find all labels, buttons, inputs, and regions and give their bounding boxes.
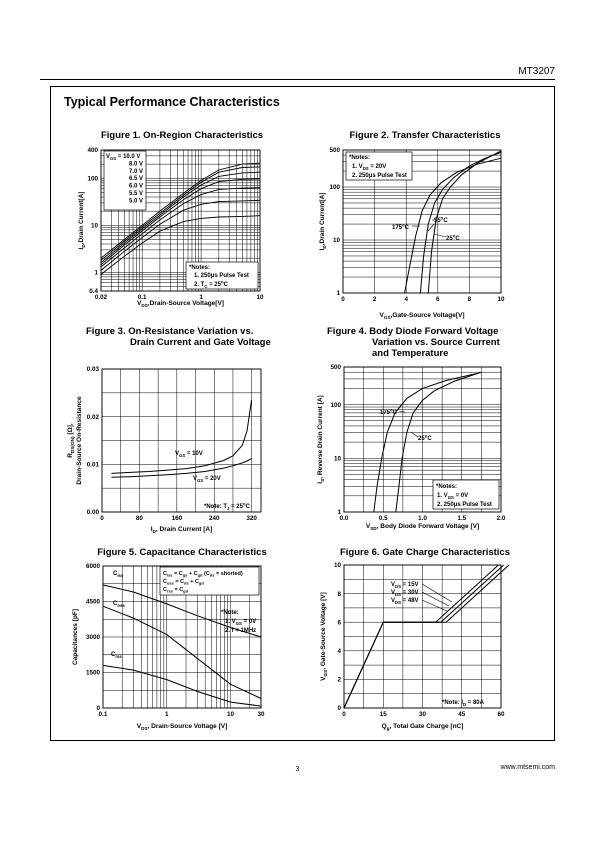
fig5-legend-crss-part: = C [172, 587, 184, 593]
fig4-note-1-part: 1. V [437, 493, 448, 499]
fig5-note-1-part: GS [235, 620, 242, 626]
fig5-xtick-label: 10 [227, 711, 235, 718]
section-title: Typical Performance Characteristics [64, 95, 280, 109]
fig2-label-minus55c-part: -55 [432, 218, 441, 224]
fig1-xtick-label: 0.1 [137, 294, 147, 301]
fig4-x-axis-label-part: , Body Diode Forward Voltage [V] [376, 523, 480, 530]
fig4-y-axis-label-part: S [319, 478, 325, 482]
fig3-note-part: *Note: T [204, 504, 227, 510]
fig4-x-axis-label-part: V [365, 523, 371, 530]
fig3-note-part: J [227, 505, 230, 511]
fig3-y-axis-label-line-2: Drain-Source On-Resistance [76, 396, 83, 485]
fig1-xtick-label: 1 [199, 294, 203, 301]
fig3-ytick-label: 0.02 [86, 413, 99, 421]
fig4-note-1-part: = 0V [453, 493, 469, 499]
fig2-label-175c-part: o [402, 222, 405, 228]
fig3-y-axis-label-line-1-part: [ [67, 432, 74, 437]
fig5-notes-heading: *Note: [221, 610, 239, 616]
fig6-x-axis-label-part: , Total Gate Charge [nC] [389, 723, 464, 730]
fig2-label-minus55c-part: C [443, 218, 448, 224]
fig1-ytick-label: 1 [94, 269, 98, 277]
fig2-label-175c-part: 175 [392, 225, 403, 231]
fig2-ytick-label: 100 [329, 184, 340, 192]
fig2-x-axis-label-part: V [379, 312, 384, 319]
fig2-xtick-label: 4 [404, 296, 408, 303]
fig3-y-axis-label-line-1-part: ], [67, 423, 74, 428]
fig4-label-25c-part: 25 [418, 436, 425, 442]
fig2-y-axis-label-part: ,Drain Current[A] [319, 192, 326, 246]
fig2-label-25c-part: 25 [446, 236, 453, 242]
fig5-y-axis-label: Capacitances [pF] [72, 609, 79, 665]
fig2-xtick-label: 8 [467, 296, 472, 303]
fig1-note-1-part: μ [210, 273, 215, 279]
fig3-x-axis-label-part: D [152, 528, 156, 534]
fig3-xtick-label: 0 [100, 515, 104, 522]
figure-3-title-line-2: Drain Current and Gate Voltage [130, 337, 271, 348]
fig1-y-axis-label-part: ,Drain Current[A] [78, 191, 85, 245]
fig5-legend-crss-part: gd [183, 588, 189, 594]
fig5-label-crss-part: C [111, 652, 116, 658]
fig6-note-part: *Note: I [442, 700, 463, 706]
fig6-y-axis-label [320, 592, 328, 681]
fig6-xtick-label: 0 [342, 711, 346, 718]
fig6-label-pointer [422, 584, 452, 602]
fig4-label-175c-part: C [392, 410, 397, 416]
fig1-x-axis-label-part: V [137, 300, 142, 307]
fig1-legend-entry: 5.5 V [128, 191, 143, 197]
fig5-xtick-label: 0.1 [98, 711, 108, 718]
fig5-legend-ciss-part: gd [197, 572, 203, 578]
fig5-legend-ciss-part: gs [182, 572, 188, 578]
fig1-legend-entry: 8.0 V [128, 161, 143, 168]
fig6-xtick-label: 45 [458, 711, 466, 718]
figure-5-title-line: Figure 5. Capacitance Characteristics [97, 547, 267, 558]
fig4-notes-heading: *Notes: [436, 484, 458, 490]
figure-6-title-line: Figure 6. Gate Charge Characteristics [339, 547, 510, 558]
fig4-note-2-part: 2. 250 [437, 502, 454, 508]
fig6-y-axis-label-part: GS [322, 669, 328, 677]
fig3-ytick-label: 0.01 [86, 461, 99, 469]
fig3-label-vgs-10v-part: GS [179, 452, 186, 458]
fig5-label-crss-part: rss [115, 653, 122, 659]
fig6-label-vds-48v-part: = 48V [401, 598, 419, 604]
fig6-ytick-label: 6 [337, 619, 341, 627]
fig6-label-vds-15v [391, 582, 419, 589]
fig2-label-25c-part: o [452, 233, 456, 239]
figure-4-title-line-1: Figure 4. Body Diode Forward Voltage [327, 326, 499, 337]
fig4-ytick-label: 500 [330, 364, 341, 372]
fig4-label-25c-part: C [427, 436, 432, 442]
fig5-legend-ciss-part: ds [209, 572, 215, 578]
fig2-note-2-part: 2. 250 [352, 173, 369, 179]
fig5-ytick-label: 3000 [85, 634, 100, 642]
fig1-note-2-part: C [204, 283, 208, 289]
fig6-label-vds-48v [391, 598, 419, 605]
fig1-ytick-label: 100 [87, 175, 98, 183]
fig2-y-axis-label-part: D [321, 245, 327, 249]
fig6-x-axis-label [382, 723, 464, 731]
fig6-xtick-label: 30 [418, 711, 427, 718]
fig1-legend-entry: 6.0 V [128, 183, 143, 190]
fig5-legend-coss-part: C [163, 579, 167, 585]
fig5-x-axis-label-part: , Drain-Source Voltage [V] [147, 723, 228, 730]
fig5-legend-ciss-part: + C [187, 571, 198, 577]
fig6-label-vds-30v-part: V [391, 590, 396, 596]
fig2-note-1-part: = 20V [368, 164, 387, 170]
fig1-note-2-part: C [223, 282, 228, 288]
fig4-label-175c-part: 175 [380, 410, 391, 416]
fig5-note-1-part: = 0V [241, 619, 257, 625]
fig1-y-axis-label-part: D [80, 244, 86, 248]
fig6-label-vds-15v-part: = 15V [401, 582, 419, 588]
fig2-xtick-label: 10 [497, 296, 505, 303]
fig1-note-1-part: s Pulse Test [214, 273, 249, 279]
fig1-y-axis-label-part: I [78, 247, 85, 250]
fig5-legend-coss-part: ds [184, 580, 189, 586]
fig6-x-axis-label-part: g [386, 725, 390, 731]
fig6-ytick-label: 0 [337, 705, 341, 713]
fig1-legend-first-entry-part: GS [110, 155, 117, 161]
fig3-label-vgs-10v-part: = 10V [185, 451, 203, 457]
fig5-note-2: 2. f = 1MHz [225, 628, 257, 634]
fig3-x-axis-label-part: , Drain Current [A] [155, 526, 213, 533]
fig6-y-axis-label-part: V [320, 676, 327, 681]
fig2-x-axis-label-part: ,Gate-Source Voltage[V] [390, 312, 465, 319]
fig6-x-axis-label-part: Q [381, 723, 387, 730]
fig5-ytick-label: 0 [96, 705, 100, 713]
fig3-ytick-label: 0.00 [86, 509, 99, 517]
fig1-xtick-label: 0.02 [94, 294, 108, 301]
fig2-label-25c-part: C [455, 236, 460, 242]
fig3-note-part: C [245, 504, 250, 510]
figure-3-title-line-1: Figure 3. On-Resistance Variation vs. [86, 326, 254, 337]
fig3-label-vgs-20v-part: V [193, 476, 198, 482]
fig6-note-part: D [463, 701, 467, 707]
fig4-ytick-label: 10 [333, 455, 341, 463]
fig3-xtick-label: 240 [208, 515, 220, 522]
fig6-label-pointer [422, 592, 449, 606]
fig5-ytick-label: 1500 [85, 669, 100, 677]
fig5-legend-coss-part: gd [198, 580, 204, 586]
fig1-ytick-label: 0.4 [89, 288, 98, 296]
fig1-notes-heading: *Notes: [189, 265, 211, 271]
fig6-label-vds-48v-part: V [391, 598, 396, 604]
fig5-x-axis-label-part: V [136, 723, 142, 730]
fig4-x-axis-label-part: SD [370, 525, 377, 531]
figure-2-title-line: Figure 2. Transfer Characteristics [349, 130, 501, 141]
fig2-xtick-label: 2 [372, 296, 377, 303]
fig4-ytick-label: 1 [337, 509, 341, 517]
fig5-legend-coss-part: = C [173, 579, 185, 585]
fig2-note-1-part: 1. V [352, 164, 363, 170]
fig5-legend-ciss-part: = shorted) [214, 571, 243, 577]
fig5-x-axis-label-part: DS [141, 725, 148, 731]
fig5-label-ciss-part: iss [117, 572, 124, 578]
fig3-xtick-label: 80 [135, 515, 143, 522]
fig6-xtick-label: 60 [497, 711, 505, 718]
fig5-legend-coss-part: + C [188, 579, 199, 585]
fig4-xtick-label: 2.0 [496, 515, 506, 522]
fig2-xtick-label: 6 [436, 296, 440, 303]
fig3-x-axis-label-part: I [150, 526, 153, 533]
fig5-legend-crss-part: C [163, 587, 167, 593]
fig2-note-2-part: s Pulse Test [372, 173, 407, 179]
fig2-ytick-label: 1 [336, 290, 340, 298]
fig3-y-axis-label-line-1-part: Ω [67, 427, 74, 433]
fig2-notes-heading: *Notes: [349, 155, 371, 161]
footer-website: www.mtsemi.com [500, 764, 555, 771]
fig3-note-part: = 25 [229, 504, 243, 510]
fig2-note-2-part: μ [368, 173, 373, 179]
fig5-xtick-label: 1 [165, 711, 169, 718]
fig4-label-25c-part: o [424, 433, 428, 439]
fig5-legend-ciss-part: = C [172, 571, 183, 577]
fig6-note [442, 700, 485, 707]
fig3-xtick-label: 160 [171, 515, 183, 522]
fig5-legend-coss-part: oss [166, 580, 174, 586]
fig5-xtick-label: 30 [257, 711, 265, 718]
fig3-label-vgs-10v-part: V [175, 451, 180, 457]
fig3-ytick-label: 0.03 [86, 366, 99, 374]
fig5-label-coss-part: C [113, 601, 118, 607]
fig6-note-part: = 80A [466, 700, 484, 706]
page-number: 3 [295, 766, 300, 773]
fig3-y-axis-label-line-1-part: DS(ON) [69, 436, 75, 454]
fig3-note-part: o [242, 501, 246, 507]
fig3-y-axis-label-line-1-part: R [67, 453, 74, 458]
fig2-label-175c-part: C [404, 225, 409, 231]
fig4-note-2-part: μ [453, 502, 458, 508]
fig6-label-vds-30v [391, 590, 419, 597]
fig2-y-axis-label-part: I [319, 248, 326, 251]
fig6-ytick-label: 2 [337, 676, 341, 684]
fig6-xtick-label: 15 [379, 711, 387, 718]
fig2-x-axis-label-part: GS [383, 314, 391, 320]
fig1-legend-entry: 5.0 V [128, 198, 143, 205]
fig5-legend-ciss-part: (C [202, 571, 210, 577]
fig6-label-vds-30v-part: DS [395, 591, 402, 597]
fig6-label-vds-15v-part: DS [395, 583, 402, 589]
fig4-y-axis-label-part: I [317, 481, 324, 484]
fig4-xtick-label: 1.5 [457, 515, 467, 522]
fig1-legend-first-entry-part: V [106, 154, 111, 160]
fig5-ytick-label: 4500 [85, 598, 100, 606]
fig2-ytick-label: 500 [329, 147, 340, 155]
fig6-ytick-label: 8 [337, 590, 341, 598]
fig6-label-vds-48v-part: DS [395, 599, 402, 605]
fig6-grid [344, 565, 501, 708]
fig1-legend-entry: 6.5 V [128, 176, 143, 183]
fig1-note-2-part: o [220, 279, 224, 285]
fig4-xtick-label: 0.5 [378, 515, 388, 522]
fig4-note-1-part: GS [447, 494, 454, 500]
fig5-label-coss-part: oss [117, 602, 125, 608]
document-code: MT3207 [518, 66, 555, 77]
fig3-xtick-label: 320 [246, 515, 257, 522]
fig6-label-vds-15v-part: V [391, 582, 396, 588]
fig6-y-axis-label-part: , Gate-Source Voltage [V] [320, 592, 327, 670]
fig6-ytick-label: 4 [337, 648, 341, 655]
figure-4-title-line-3: and Temperature [372, 348, 449, 359]
fig5-label-ciss-part: C [113, 571, 118, 577]
fig2-ytick-label: 10 [332, 237, 340, 245]
fig5-legend-ciss-part: C [163, 571, 167, 577]
fig1-note-2-part: = 25 [207, 282, 221, 288]
fig2-label-minus55c-part: o [440, 215, 444, 221]
fig6-ytick-label: 10 [333, 562, 341, 570]
figure-1-title-line: Figure 1. On-Region Characteristics [100, 130, 264, 141]
fig4-y-axis-label-part: , Reverse Drain Current [A] [317, 395, 324, 479]
fig1-xtick-label: 10 [256, 294, 264, 301]
fig3-label-vgs-20v-part: GS [197, 477, 204, 483]
fig4-ytick-label: 100 [330, 401, 341, 409]
fig1-x-axis-label-part: ,Drain-Source Voltage[V] [147, 300, 224, 307]
fig1-x-axis-label-part: DS [141, 302, 148, 308]
fig1-note-1-part: 1. 250 [194, 273, 211, 279]
fig6-label-pointer [422, 600, 447, 611]
fig1-ytick-label: 10 [90, 222, 98, 230]
fig2-note-1-part: DS [362, 165, 369, 171]
fig1-note-2-part: 2. T [194, 282, 205, 288]
fig1-legend-first-entry-part: = 10.0 V [116, 154, 141, 160]
fig4-label-175c-part: o [390, 407, 393, 413]
fig1-legend-entry: 7.0 V [128, 168, 143, 175]
fig4-xtick-label: 1.0 [418, 515, 427, 522]
fig4-note-2-part: s Pulse Test [457, 502, 492, 508]
fig3-label-vgs-20v-part: = 20V [203, 476, 221, 482]
fig5-legend-ciss-part: iss [166, 572, 173, 578]
figure-4-title-line-2: Variation vs. Source Current [372, 337, 500, 348]
fig5-ytick-label: 6000 [85, 563, 100, 571]
fig2-xtick-label: 0 [341, 296, 345, 303]
fig5-note-1-part: 1. V [225, 619, 236, 625]
fig4-xtick-label: 0.0 [339, 515, 349, 522]
fig1-ytick-label: 400 [87, 147, 98, 155]
fig5-legend-crss-part: rss [166, 588, 173, 594]
fig6-label-vds-30v-part: = 30V [401, 590, 419, 596]
